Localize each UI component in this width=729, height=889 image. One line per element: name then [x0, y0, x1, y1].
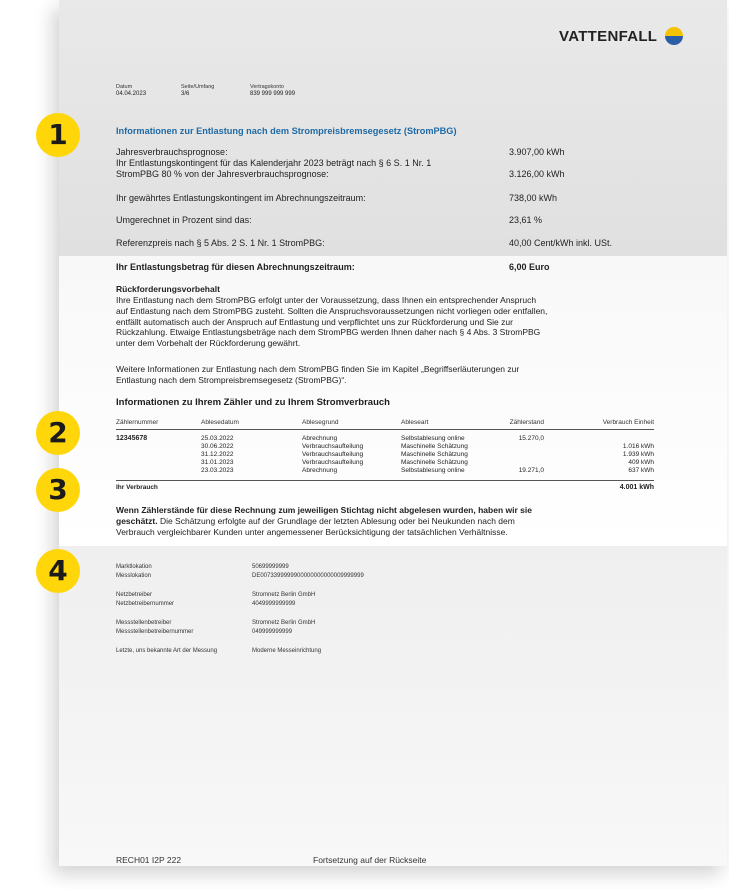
reservation-line: auf Entlastung nach dem StromPBG zusteht. Sollten die Anspruchsvoraussetzungen nicht vorliegen oder entfallen, — [116, 305, 548, 316]
location-label: Letzte, uns bekannte Art der Messung — [116, 648, 218, 654]
location-value: DE0073399999900000000000009999999 — [252, 573, 364, 579]
row-type: Maschinelle Schätzung — [401, 443, 468, 450]
relief-row-label: Ihr Entlastungskontingent für das Kalenderjahr 2023 beträgt nach § 6 S. 1 Nr. 1 — [116, 158, 432, 168]
row-usage: 409 kWh — [628, 459, 654, 466]
row-date: 30.06.2022 — [201, 443, 234, 450]
reservation-line: Ihre Entlastung nach dem StromPBG erfolgt unter der Voraussetzung, dass Ihnen ein entsprechender Anspruch — [116, 295, 537, 305]
estimate-bold-word: geschätzt. — [116, 515, 158, 526]
badge-1-icon: 1 — [36, 113, 80, 157]
row-reason: Abrechnung — [302, 435, 338, 442]
meter-number: 12345678 — [116, 435, 148, 442]
table-row — [59, 451, 727, 459]
brand-name: VATTENFALL — [559, 28, 658, 45]
row-date: 25.03.2022 — [201, 435, 234, 442]
row-type: Selbstablesung online — [401, 467, 465, 474]
relief-row-value: 3.907,00 kWh — [509, 147, 565, 157]
reservation-text — [116, 295, 661, 349]
row-date: 31.01.2023 — [201, 459, 234, 466]
usage-total-value: 4.001 kWh — [619, 484, 654, 491]
badge-2-icon: 2 — [36, 411, 80, 455]
vattenfall-logo-icon — [664, 26, 684, 46]
table-total-divider — [116, 480, 654, 481]
location-value: 4049999999999 — [252, 601, 296, 607]
relief-total-label: Ihr Entlastungsbetrag für diesen Abrechnungszeitraum: — [116, 262, 355, 272]
document-code: RECH01 I2P 222 — [116, 855, 182, 865]
row-usage: 1.939 kWh — [622, 451, 654, 458]
relief-row-label: Umgerechnet in Prozent sind das: — [116, 215, 252, 225]
row-type: Selbstablesung online — [401, 435, 465, 442]
row-reason: Verbrauchsaufteilung — [302, 443, 364, 450]
location-label: Messlokation — [116, 573, 152, 579]
reservation-line: unter dem Vorbehalt der Rückforderung gewährt. — [116, 338, 301, 349]
row-type: Maschinelle Schätzung — [401, 451, 468, 458]
estimate-rest: Die Schätzung erfolgte auf der Grundlage der letzten Ablesung oder bei Neukunden nach dem — [157, 515, 515, 526]
row-reading: 15.270,0 — [518, 435, 544, 442]
invoice-page — [59, 0, 727, 866]
more-info-line: Entlastung nach dem Strompreisbremsegesetz (StromPBG)“. — [116, 374, 347, 385]
estimate-line — [116, 516, 661, 527]
location-value: 50699999999 — [252, 564, 289, 570]
badge-3-icon: 3 — [36, 468, 80, 512]
col-header-usage: Verbrauch Einheit — [602, 419, 654, 426]
relief-title: Informationen zur Entlastung nach dem Strompreisbremsegesetz (StromPBG) — [116, 126, 457, 136]
estimate-bold-line: Wenn Zählerstände für diese Rechnung zum jeweiligen Stichtag nicht abgelesen wurden, haben wir sie — [116, 505, 532, 515]
row-reason: Abrechnung — [302, 467, 338, 474]
reservation-heading: Rückforderungsvorbehalt — [116, 284, 220, 294]
location-label: Netzbetreibernummer — [116, 601, 175, 607]
row-reason: Verbrauchsaufteilung — [302, 451, 364, 458]
location-label: Messstellenbetreibernummer — [116, 629, 194, 635]
location-label: Netzbetreiber — [116, 592, 153, 598]
more-info-text — [116, 364, 661, 386]
col-header-reason: Ablesegrund — [302, 419, 339, 426]
location-value: Stromnetz Berlin GmbH — [252, 592, 316, 598]
estimate-line: Verbrauch vergleichbarer Kunden unter angemessener Berücksichtigung der tatsächlichen Verhältnisse. — [116, 526, 508, 537]
location-value: Stromnetz Berlin GmbH — [252, 620, 316, 626]
continuation-note: Fortsetzung auf der Rückseite — [313, 855, 427, 865]
contract-label: Vertragskonto — [250, 84, 284, 90]
row-usage: 637 kWh — [628, 467, 654, 474]
table-header-divider — [116, 429, 654, 430]
row-usage: 1.016 kWh — [622, 443, 654, 450]
more-info-line: Weitere Informationen zur Entlastung nach dem StromPBG finden Sie im Kapitel „Begriffserläuterungen zur — [116, 364, 520, 374]
col-header-meter: Zählernummer — [116, 419, 159, 426]
usage-total-label: Ihr Verbrauch — [116, 484, 158, 491]
relief-row-value: 738,00 kWh — [509, 193, 558, 203]
table-row — [59, 443, 727, 451]
location-label: Marktlokation — [116, 564, 152, 570]
relief-row-label: Referenzpreis nach § 5 Abs. 2 S. 1 Nr. 1 StromPBG: — [116, 238, 325, 248]
relief-total-value: 6,00 Euro — [509, 262, 550, 272]
location-label: Messstellenbetreiber — [116, 620, 172, 626]
relief-row-label: Jahresverbrauchsprognose: — [116, 147, 228, 157]
relief-row-value: 40,00 Cent/kWh inkl. USt. — [509, 238, 613, 248]
reservation-line: entfällt automatisch auch der Anspruch auf Entlastung und verpflichtet uns zur Rückforderung und Sie zur — [116, 316, 513, 327]
row-reason: Verbrauchsaufteilung — [302, 459, 364, 466]
page-value: 3/6 — [181, 91, 190, 97]
relief-row-value: 3.126,00 kWh — [509, 169, 565, 179]
badge-4-icon: 4 — [36, 549, 80, 593]
date-label: Datum — [116, 84, 133, 90]
estimate-note — [116, 505, 661, 537]
reservation-line: Rückzahlung. Etwaige Entlastungsbeträge nach dem StromPBG werden Ihnen daher nach § 4 Abs. 3 StromPBG — [116, 327, 541, 338]
page-label: Seite/Umfang — [181, 84, 215, 90]
row-type: Maschinelle Schätzung — [401, 459, 468, 466]
relief-row-label: Ihr gewährtes Entlastungskontingent im Abrechnungszeitraum: — [116, 193, 366, 203]
location-value: 049999999999 — [252, 629, 293, 635]
row-date: 31.12.2022 — [201, 451, 234, 458]
relief-row-label: StromPBG 80 % von der Jahresverbrauchsprognose: — [116, 169, 329, 179]
table-row — [59, 467, 727, 475]
row-reading: 19.271,0 — [518, 467, 544, 474]
col-header-date: Ablesedatum — [201, 419, 239, 426]
relief-row-value: 23,61 % — [509, 215, 543, 225]
col-header-reading: Zählerstand — [509, 419, 544, 426]
table-row — [59, 459, 727, 467]
table-row — [59, 435, 727, 443]
row-date: 23.03.2023 — [201, 467, 234, 474]
meter-heading: Informationen zu Ihrem Zähler und zu Ihrem Stromverbrauch — [116, 397, 390, 408]
location-section-background — [59, 546, 727, 866]
col-header-type: Ableseart — [401, 419, 429, 426]
date-value: 04.04.2023 — [116, 91, 147, 97]
location-value: Moderne Messeinrichtung — [252, 648, 322, 654]
contract-value: 839 999 999 999 — [250, 91, 296, 97]
